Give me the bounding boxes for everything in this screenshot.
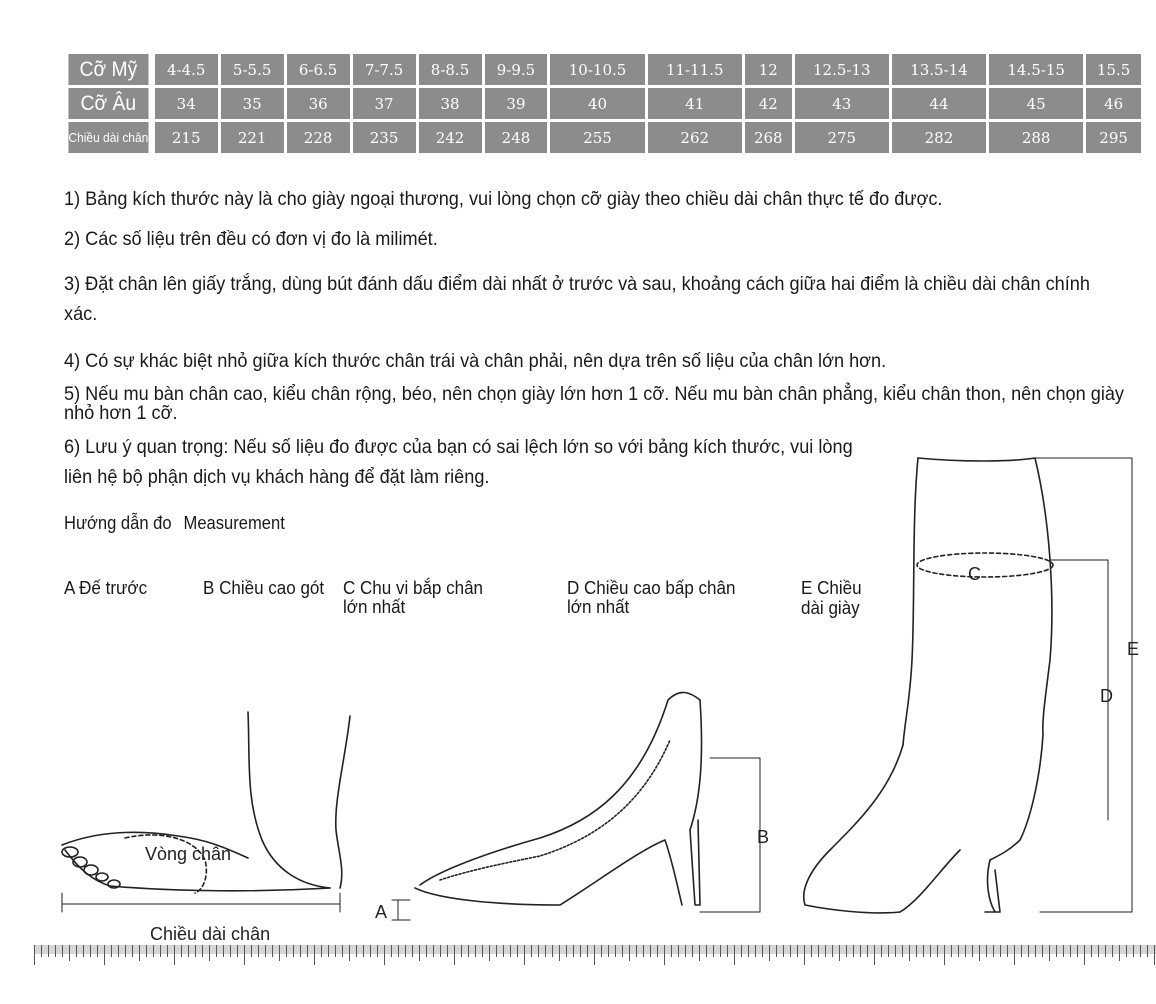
size-cell: 41 [648,88,742,119]
boot-icon [804,458,1132,913]
note-6: 6) Lưu ý quan trọng: Nếu số liệu đo được của bạn có sai lệch lớn so với bảng kích thước, vui lòng liên hệ bộ phận dịch vụ khách hàng để đặt làm riêng. [64,436,853,488]
size-cell: 215 [155,122,218,153]
legend-b: B Chiều cao gót [203,577,325,598]
size-cell: 228 [287,122,350,153]
size-cell: 262 [648,122,742,153]
size-cell: 295 [1086,122,1141,153]
size-cell: 40 [550,88,644,119]
size-row-header: Cỡ Mỹ [68,54,148,85]
size-cell: 13.5-14 [892,54,986,85]
size-cell: 14.5-15 [989,54,1083,85]
size-cell: 8-8.5 [419,54,482,85]
size-cell: 38 [419,88,482,119]
size-cell: 45 [989,88,1083,119]
size-cell: 275 [795,122,889,153]
label-d: D [1100,686,1113,706]
size-cell: 5-5.5 [221,54,284,85]
size-row-header: Cỡ Âu [68,88,148,119]
size-cell: 36 [287,88,350,119]
size-cell: 6-6.5 [287,54,350,85]
size-cell: 46 [1086,88,1141,119]
high-heel-icon [392,692,760,920]
size-cell: 268 [745,122,792,153]
foot-circumference-label: Vòng chân [145,844,232,864]
legend-c: C Chu vi bắp chân lớn nhất [343,577,484,617]
label-a: A [375,902,388,922]
size-cell: 288 [989,122,1083,153]
note-3: 3) Đặt chân lên giấy trắng, dùng bút đánh dấu điểm dài nhất ở trước và sau, khoảng cách giữa hai điểm là chiều dài chân chính xác. [64,273,1090,325]
size-cell: 255 [550,122,644,153]
ruler-icon [34,945,1156,967]
size-cell: 242 [419,122,482,153]
size-cell: 11-11.5 [648,54,742,85]
size-cell: 15.5 [1086,54,1141,85]
note-4: 4) Có sự khác biệt nhỏ giữa kích thước chân trái và chân phải, nên dựa trên số liệu của chân lớn hơn. [64,350,887,372]
foot-length-label: Chiều dài chân [150,924,271,944]
size-cell: 12 [745,54,792,85]
guide-title-en: Measurement [183,513,285,533]
size-cell: 35 [221,88,284,119]
legend-e: E Chiều dài giày [801,577,862,618]
size-cell: 282 [892,122,986,153]
legend-a: A Đế trước [64,577,148,598]
size-cell: 235 [353,122,416,153]
size-row-header: Chiều dài chân [68,122,148,153]
size-cell: 39 [485,88,548,119]
label-e: E [1127,639,1140,659]
size-cell: 248 [485,122,548,153]
note-5: 5) Nếu mu bàn chân cao, kiểu chân rộng, béo, nên chọn giày lớn hơn 1 cỡ. Nếu mu bàn chân phẳng, kiểu chân thon, nên chọn giày nhỏ hơn 1 cỡ. [64,383,1125,424]
size-cell: 12.5-13 [795,54,889,85]
size-cell: 10-10.5 [550,54,644,85]
size-cell: 34 [155,88,218,119]
size-cell: 44 [892,88,986,119]
size-cell: 7-7.5 [353,54,416,85]
size-cell: 4-4.5 [155,54,218,85]
size-cell: 42 [745,88,792,119]
guide-title-vi: Hướng dẫn đo [64,513,172,533]
size-cell: 37 [353,88,416,119]
note-1: 1) Bảng kích thước này là cho giày ngoại thương, vui lòng chọn cỡ giày theo chiều dài chân thực tế đo được. [64,188,943,210]
size-cell: 221 [221,122,284,153]
label-c: C [968,564,981,584]
size-cell: 9-9.5 [485,54,548,85]
foot-icon [62,712,350,912]
legend-d: D Chiều cao bấp chân lớn nhất [567,577,736,617]
size-cell: 43 [795,88,889,119]
label-b: B [757,827,770,847]
note-2: 2) Các số liệu trên đều có đơn vị đo là milimét. [64,228,438,250]
